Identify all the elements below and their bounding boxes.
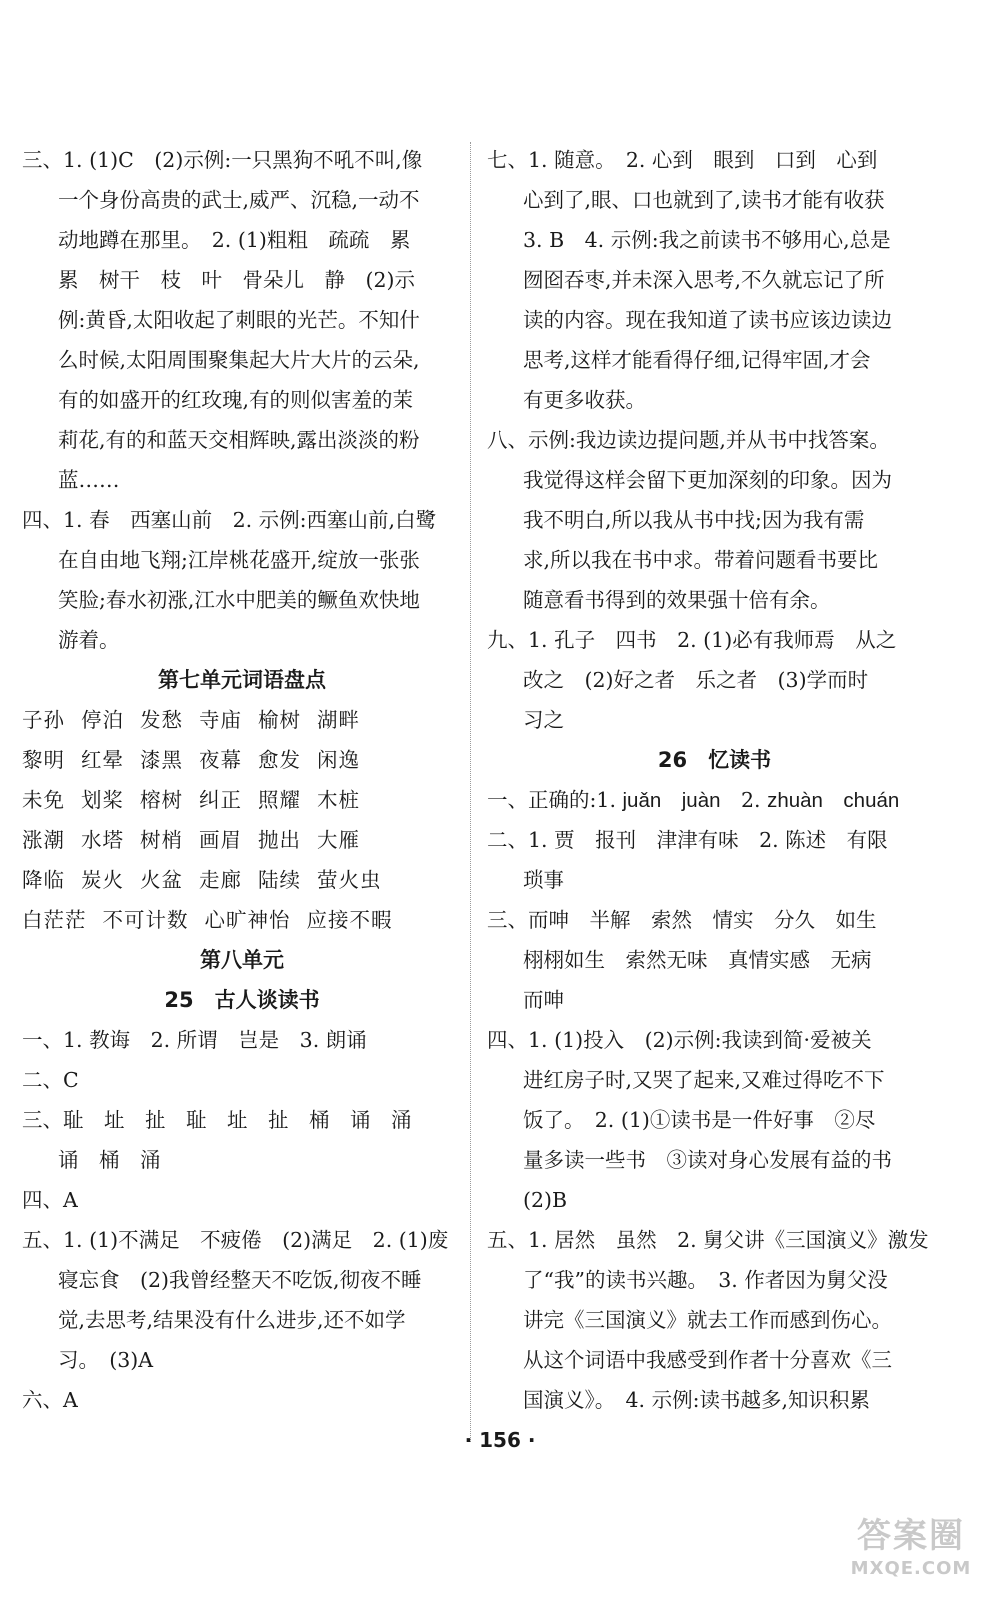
- answer-line: 饭了。 2. (1)①读书是一件好事 ②尽: [523, 1108, 876, 1132]
- vocab-word: 画眉: [199, 828, 242, 852]
- vocab-last-row: [22, 900, 462, 940]
- answer-line: 而呻: [523, 988, 564, 1012]
- answer-line: 讲完《三国演义》就去工作而感到伤心。: [523, 1308, 892, 1332]
- answer-line: 么时候,太阳周围聚集起大片大片的云朵,: [58, 348, 420, 372]
- answer-line: 三、1. (1)C (2)示例:一只黑狗不吼不叫,像: [22, 148, 423, 172]
- vocab-word: 闲逸: [317, 748, 360, 772]
- vocab-word: 火盆: [140, 868, 183, 892]
- answer-line: 读的内容。现在我知道了读书应该边读边: [523, 308, 892, 332]
- answer-line: 四、A: [22, 1188, 78, 1212]
- watermark-logo: [836, 1514, 986, 1590]
- lesson26-answers: [487, 820, 942, 1420]
- answer-line: 改之 (2)好之者 乐之者 (3)学而时: [523, 668, 869, 692]
- answer-line: 五、1. 居然 虽然 2. 舅父讲《三国演义》激发: [487, 1228, 929, 1252]
- answer-line: 四、1. 春 西塞山前 2. 示例:西塞山前,白鹭: [22, 508, 437, 532]
- vocab-word: 红晕: [81, 748, 124, 772]
- vocab-word: 湖畔: [317, 708, 360, 732]
- answer-line: 在自由地飞翔;江岸桃花盛开,绽放一张张: [58, 548, 420, 572]
- answer-line: 九、1. 孔子 四书 2. (1)必有我师焉 从之: [487, 628, 897, 652]
- vocab-word: 停泊: [81, 708, 124, 732]
- answers-unit7-exercises: [22, 140, 462, 660]
- vocab-word: 不可计数: [102, 908, 189, 932]
- vocab-heading: 第七单元词语盘点: [158, 668, 326, 692]
- vocab-word: 愈发: [258, 748, 301, 772]
- answer-line: 有更多收获。: [523, 388, 646, 412]
- watermark-top: 答案圈: [857, 1516, 965, 1556]
- answer-line: 三、而呻 半解 索然 情实 分久 如生: [487, 908, 877, 932]
- vocab-word: 榕树: [140, 788, 183, 812]
- vocab-word: 水塔: [81, 828, 124, 852]
- vocab-word: 萤火虫: [317, 868, 382, 892]
- vocab-word: 应接不暇: [306, 908, 393, 932]
- answer-line: 栩栩如生 索然无味 真情实感 无病: [523, 948, 872, 972]
- pinyin-answer-2: zhuàn chuán: [767, 789, 900, 812]
- vocab-word: 夜幕: [199, 748, 242, 772]
- lesson25-heading: 25 古人谈读书: [164, 988, 320, 1012]
- vocab-word: 纠正: [199, 788, 242, 812]
- answer-line: 八、示例:我边读边提问题,并从书中找答案。: [487, 428, 890, 452]
- pinyin-answer-1: juǎn juàn: [622, 789, 721, 812]
- vocab-word: 走廊: [199, 868, 242, 892]
- answer-line: 诵 桶 涌: [58, 1148, 161, 1172]
- vocab-word: 划桨: [81, 788, 124, 812]
- vocab-word: 未免: [22, 788, 65, 812]
- answer-line: 求,所以我在书中求。带着问题看书要比: [523, 548, 879, 572]
- vocab-word: 寺庙: [199, 708, 242, 732]
- answer-line: 蓝……: [58, 468, 120, 492]
- column-divider: [470, 142, 472, 1442]
- answer-line: 五、1. (1)不满足 不疲倦 (2)满足 2. (1)废: [22, 1228, 449, 1252]
- lesson25-answers-cont: [487, 140, 942, 740]
- watermark-bottom: MXQE.COM: [850, 1558, 972, 1579]
- answer-line: 心到了,眼、口也就到了,读书才能有收获: [523, 188, 885, 212]
- answer-line: 三、耻 址 扯 耻 址 扯 桶 诵 涌: [22, 1108, 412, 1132]
- vocab-word: 白茫茫: [22, 908, 87, 932]
- answer-line: 二、C: [22, 1068, 79, 1092]
- vocab-word: 心旷神怡: [204, 908, 291, 932]
- vocab-word: 黎明: [22, 748, 65, 772]
- answer-line: 了“我”的读书兴趣。 3. 作者因为舅父没: [523, 1268, 888, 1292]
- lesson26-pinyin-line: [487, 780, 942, 820]
- answer-line: 累 树干 枝 叶 骨朵儿 静 (2)示: [58, 268, 416, 292]
- vocab-word: 树梢: [140, 828, 183, 852]
- answer-line: 囫囵吞枣,并未深入思考,不久就忘记了所: [523, 268, 885, 292]
- vocab-grid: [22, 700, 462, 900]
- answer-line: 习。 (3)A: [58, 1348, 154, 1372]
- vocab-word: 漆黑: [140, 748, 183, 772]
- unit-heading: 第八单元: [200, 948, 284, 972]
- answer-line: 琐事: [523, 868, 564, 892]
- answer-line: 七、1. 随意。 2. 心到 眼到 口到 心到: [487, 148, 878, 172]
- pinyin-prefix: 一、正确的:1.: [487, 788, 623, 812]
- vocab-word: 大雁: [317, 828, 360, 852]
- vocab-word: 涨潮: [22, 828, 65, 852]
- lesson26-heading: 26 忆读书: [657, 748, 772, 772]
- answer-line: 寝忘食 (2)我曾经整天不吃饭,彻夜不睡: [58, 1268, 422, 1292]
- answer-line: 从这个词语中我感受到作者十分喜欢《三: [523, 1348, 892, 1372]
- lesson25-answers: [22, 1020, 462, 1420]
- answer-line: 觉,去思考,结果没有什么进步,还不如学: [58, 1308, 406, 1332]
- left-column: [22, 140, 462, 1420]
- vocab-word: 木桩: [317, 788, 360, 812]
- vocab-word: 子孙: [22, 708, 65, 732]
- answer-line: 我不明白,所以我从书中找;因为我有需: [523, 508, 865, 532]
- answer-line: 二、1. 贾 报刊 津津有味 2. 陈述 有限: [487, 828, 888, 852]
- answer-line: 习之: [523, 708, 564, 732]
- vocab-word: 炭火: [81, 868, 124, 892]
- answer-line: 一个身份高贵的武士,威严、沉稳,一动不: [58, 188, 420, 212]
- vocab-word: 抛出: [258, 828, 301, 852]
- answer-line: 思考,这样才能看得仔细,记得牢固,才会: [523, 348, 871, 372]
- answer-line: 国演义》。 4. 示例:读书越多,知识积累: [523, 1388, 870, 1412]
- answer-line: 四、1. (1)投入 (2)示例:我读到简·爱被关: [487, 1028, 872, 1052]
- vocab-word: 发愁: [140, 708, 183, 732]
- page-number: · 156 ·: [464, 1428, 536, 1452]
- answer-line: 我觉得这样会留下更加深刻的印象。因为: [523, 468, 892, 492]
- answer-line: 莉花,有的和蓝天交相辉映,露出淡淡的粉: [58, 428, 420, 452]
- answer-line: (2)B: [523, 1188, 568, 1212]
- answer-line: 随意看书得到的效果强十倍有余。: [523, 588, 831, 612]
- answer-line: 一、1. 教诲 2. 所谓 岂是 3. 朗诵: [22, 1028, 367, 1052]
- answer-line: 六、A: [22, 1388, 78, 1412]
- vocab-word: 榆树: [258, 708, 301, 732]
- answer-line: 进红房子时,又哭了起来,又难过得吃不下: [523, 1068, 885, 1092]
- vocab-word: 陆续: [258, 868, 301, 892]
- vocab-word: 降临: [22, 868, 65, 892]
- answer-line: 游着。: [58, 628, 120, 652]
- right-column: [487, 140, 942, 1420]
- answer-line: 例:黄昏,太阳收起了刺眼的光芒。不知什: [58, 308, 420, 332]
- answer-line: 有的如盛开的红玫瑰,有的则似害羞的茉: [58, 388, 414, 412]
- answer-line: 笑脸;春水初涨,江水中肥美的鳜鱼欢快地: [58, 588, 420, 612]
- pinyin-mid: 2.: [720, 788, 768, 812]
- answer-line: 3. B 4. 示例:我之前读书不够用心,总是: [523, 228, 891, 252]
- answer-line: 量多读一些书 ③读对身心发展有益的书: [523, 1148, 892, 1172]
- vocab-word: 照耀: [258, 788, 301, 812]
- answer-line: 动地蹲在那里。 2. (1)粗粗 疏疏 累: [58, 228, 411, 252]
